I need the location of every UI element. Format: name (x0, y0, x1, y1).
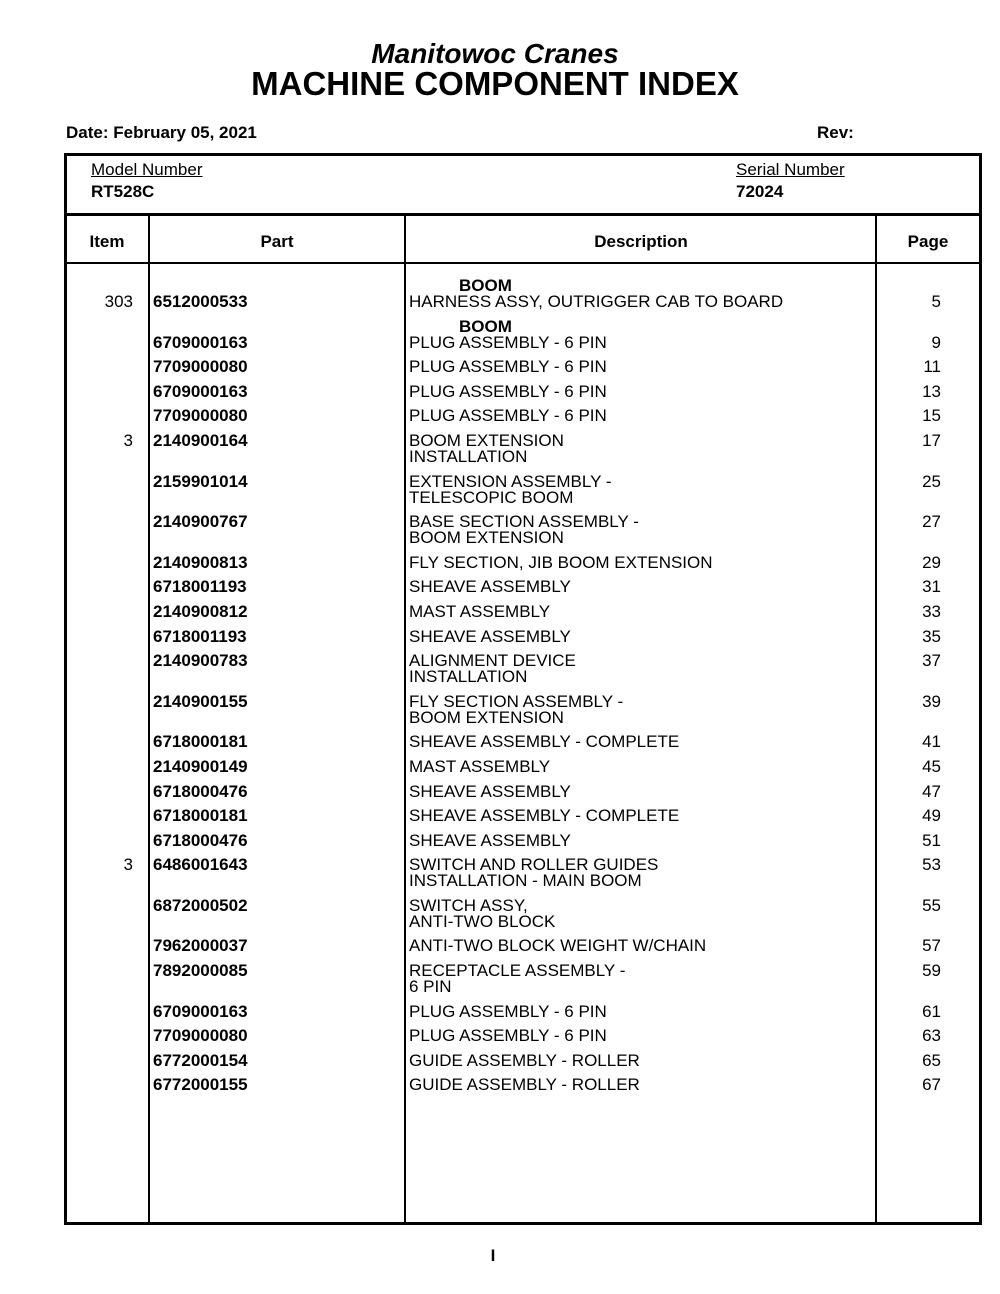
table-row (67, 601, 979, 629)
table-row (67, 830, 979, 858)
description-line: MAST ASSEMBLY (409, 756, 551, 776)
description-line: PLUG ASSEMBLY - 6 PIN (409, 1026, 607, 1046)
description-cell (409, 691, 624, 727)
table-body (67, 278, 979, 1102)
page-reference-cell: 55 (922, 895, 941, 915)
column-header-description: Description (594, 232, 688, 251)
page-reference-cell: 63 (922, 1026, 941, 1046)
description-cell (409, 601, 551, 621)
part-number-cell: 7709000080 (153, 357, 248, 377)
table-row (67, 1050, 979, 1078)
part-number-cell: 2140900767 (153, 512, 248, 532)
description-line: INSTALLATION - MAIN BOOM (409, 871, 642, 891)
part-number-cell: 6486001643 (153, 855, 248, 875)
table-row (67, 278, 979, 319)
part-number-cell: 6772000154 (153, 1050, 248, 1070)
page-reference-cell: 11 (923, 357, 941, 377)
section-heading: BOOM (459, 316, 512, 336)
description-cell (409, 857, 658, 889)
table-row (67, 963, 979, 1004)
part-number-cell: 2140900812 (153, 601, 248, 621)
part-number-cell: 2159901014 (153, 471, 248, 491)
description-cell (409, 653, 576, 685)
description-cell (409, 316, 607, 352)
page-reference-cell: 17 (922, 430, 941, 450)
description-cell (409, 830, 571, 850)
component-index-table (64, 153, 982, 1225)
page-reference-cell: 27 (922, 512, 941, 532)
description-cell (409, 808, 679, 824)
table-row (67, 895, 979, 939)
page-reference-cell: 59 (922, 961, 941, 981)
description-cell (409, 963, 625, 995)
part-number-cell: 6718001193 (153, 577, 247, 597)
part-number-cell: 6709000163 (153, 332, 248, 352)
description-line: HARNESS ASSY, OUTRIGGER CAB TO BOARD (409, 292, 784, 311)
description-line: PLUG ASSEMBLY - 6 PIN (409, 332, 607, 352)
table-row (67, 579, 979, 604)
page-reference-cell: 25 (922, 471, 941, 491)
part-number-cell: 6872000502 (153, 895, 248, 915)
page-reference-cell: 5 (931, 292, 941, 311)
column-header-page: Page (907, 232, 949, 251)
table-row (67, 381, 979, 409)
description-cell (409, 938, 706, 954)
company-name: Manitowoc Cranes (371, 38, 619, 69)
document-date: Date: February 05, 2021 (66, 123, 257, 142)
description-line: FLY SECTION ASSEMBLY - (409, 691, 624, 711)
page-reference-cell: 35 (922, 626, 941, 646)
part-number-cell: 6718000476 (153, 781, 248, 801)
table-row (67, 857, 979, 898)
description-cell (409, 1028, 607, 1044)
description-line: ANTI-TWO BLOCK (409, 911, 556, 931)
description-line: BASE SECTION ASSEMBLY - (409, 512, 639, 532)
serial-number-label: Serial Number (736, 160, 845, 179)
serial-number-value: 72024 (736, 182, 784, 201)
description-cell (409, 781, 571, 801)
description-line: ALIGNMENT DEVICE (409, 651, 576, 671)
part-number-cell: 2140900164 (153, 430, 248, 450)
page-reference-cell: 47 (922, 781, 941, 801)
description-cell (409, 734, 679, 750)
description-cell (409, 579, 571, 595)
description-line: SHEAVE ASSEMBLY - COMPLETE (409, 732, 680, 752)
item-cell: 3 (123, 855, 133, 875)
table-row (67, 514, 979, 555)
table-row (67, 691, 979, 735)
description-line: INSTALLATION (409, 667, 528, 687)
part-number-cell: 6718000476 (153, 830, 248, 850)
table-row (67, 781, 979, 809)
description-line: SHEAVE ASSEMBLY - COMPLETE (409, 806, 680, 826)
description-cell (409, 1001, 607, 1021)
section-heading: BOOM (459, 276, 512, 295)
page-reference-cell: 29 (922, 552, 941, 572)
table-row (67, 808, 979, 833)
description-cell (409, 895, 556, 931)
description-line: ANTI-TWO BLOCK WEIGHT W/CHAIN (409, 936, 707, 956)
description-cell (409, 278, 783, 310)
table-row (67, 408, 979, 433)
description-cell (409, 381, 607, 401)
description-line: BOOM EXTENSION (409, 528, 564, 548)
column-header-item: Item (89, 232, 125, 251)
table-row (67, 756, 979, 784)
description-line: INSTALLATION (409, 446, 528, 466)
model-number-value: RT528C (91, 182, 155, 201)
table-row (67, 430, 979, 474)
page-reference-cell: 31 (922, 577, 941, 597)
description-line: GUIDE ASSEMBLY - ROLLER (409, 1075, 640, 1095)
part-number-cell: 2140900813 (153, 552, 248, 572)
page-reference-cell: 65 (922, 1050, 941, 1070)
table-header-row (67, 216, 979, 264)
description-line: PLUG ASSEMBLY - 6 PIN (409, 357, 607, 377)
description-cell (409, 1050, 640, 1070)
page-reference-cell: 61 (922, 1001, 941, 1021)
description-cell (409, 756, 551, 776)
part-number-cell: 2140900149 (153, 756, 248, 776)
description-line: SWITCH ASSY, (409, 895, 528, 915)
description-line: BOOM EXTENSION (409, 707, 564, 727)
part-number-cell: 6709000163 (153, 381, 248, 401)
part-number-cell: 7709000080 (153, 1026, 248, 1046)
part-number-cell: 6718000181 (153, 806, 248, 826)
description-line: RECEPTACLE ASSEMBLY - (409, 961, 626, 981)
document-title: MACHINE COMPONENT INDEX (251, 65, 739, 102)
part-number-cell: 2140900155 (153, 691, 248, 711)
page-reference-cell: 45 (922, 756, 941, 776)
page-reference-cell: 33 (922, 601, 941, 621)
description-line: 6 PIN (409, 977, 452, 997)
description-line: FLY SECTION, JIB BOOM EXTENSION (409, 552, 713, 572)
page-reference-cell: 9 (931, 332, 941, 352)
description-line: MAST ASSEMBLY (409, 601, 551, 621)
description-line: PLUG ASSEMBLY - 6 PIN (409, 1001, 607, 1021)
table-row (67, 626, 979, 654)
page-reference-cell: 39 (922, 691, 941, 711)
description-cell (409, 626, 571, 646)
table-row (67, 1028, 979, 1053)
page-reference-cell: 51 (922, 830, 941, 850)
table-row (67, 471, 979, 515)
table-row (67, 316, 979, 360)
page-reference-cell: 49 (922, 806, 941, 826)
description-line: SHEAVE ASSEMBLY (409, 626, 571, 646)
table-row (67, 734, 979, 759)
description-line: PLUG ASSEMBLY - 6 PIN (409, 381, 607, 401)
page-reference-cell: 57 (922, 936, 941, 956)
description-line: SWITCH AND ROLLER GUIDES (409, 855, 659, 875)
item-cell: 3 (123, 430, 133, 450)
page-reference-cell: 67 (922, 1075, 941, 1095)
table-row (67, 359, 979, 384)
description-cell (409, 514, 639, 546)
part-number-cell: 6718000181 (153, 732, 248, 752)
description-cell (409, 1077, 640, 1093)
page-reference-cell: 53 (922, 855, 941, 875)
table-row (67, 938, 979, 963)
table-row (67, 552, 979, 580)
part-number-cell: 6512000533 (153, 292, 248, 311)
part-number-cell: 7892000085 (153, 961, 248, 981)
revision-label: Rev: (817, 123, 854, 142)
description-cell (409, 552, 713, 572)
page-reference-cell: 15 (922, 406, 941, 426)
description-line: BOOM EXTENSION (409, 430, 564, 450)
page-reference-cell: 13 (922, 381, 941, 401)
part-number-cell: 6709000163 (153, 1001, 248, 1021)
description-line: PLUG ASSEMBLY - 6 PIN (409, 406, 607, 426)
column-header-part: Part (260, 232, 294, 251)
table-row (67, 1077, 979, 1102)
description-line: EXTENSION ASSEMBLY - (409, 471, 612, 491)
part-number-cell: 2140900783 (153, 651, 248, 671)
table-row (67, 1001, 979, 1029)
description-cell (409, 408, 607, 424)
description-line: SHEAVE ASSEMBLY (409, 577, 571, 597)
description-cell (409, 430, 564, 466)
part-number-cell: 6718001193 (153, 626, 247, 646)
model-serial-area (67, 156, 979, 216)
part-number-cell: 7709000080 (153, 406, 248, 426)
page-reference-cell: 41 (922, 732, 941, 752)
description-line: TELESCOPIC BOOM (409, 487, 574, 507)
page-number: I (490, 1246, 496, 1265)
description-line: GUIDE ASSEMBLY - ROLLER (409, 1050, 640, 1070)
part-number-cell: 6772000155 (153, 1075, 248, 1095)
description-cell (409, 471, 612, 507)
table-row (67, 653, 979, 694)
description-cell (409, 359, 607, 375)
description-line: SHEAVE ASSEMBLY (409, 830, 571, 850)
part-number-cell: 7962000037 (153, 936, 248, 956)
page-reference-cell: 37 (922, 651, 941, 671)
item-cell: 303 (104, 292, 133, 311)
model-number-label: Model Number (91, 160, 203, 179)
description-line: SHEAVE ASSEMBLY (409, 781, 571, 801)
